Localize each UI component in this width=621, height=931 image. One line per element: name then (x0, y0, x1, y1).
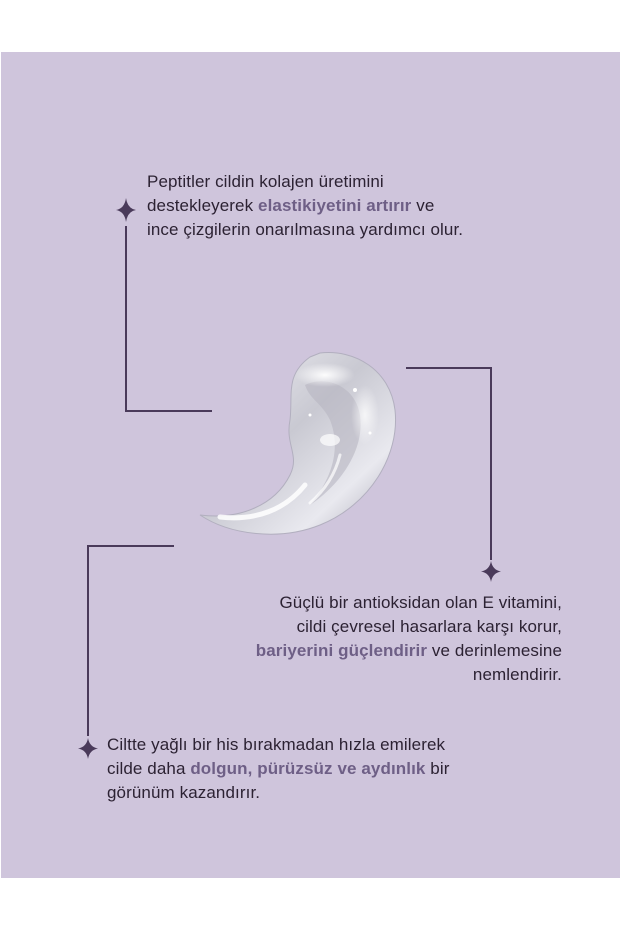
text-line: görünüm kazandırır. (107, 783, 261, 802)
absorption-benefit-text (107, 733, 547, 805)
peptide-benefit-text (147, 170, 567, 242)
text-line (150, 639, 562, 663)
highlight-elasticity: elastikiyetini artırır (258, 196, 412, 215)
text-line: ince çizgilerin onarılmasına yardımcı olur. (147, 220, 464, 239)
highlight-plump-smooth-bright: dolgun, pürüzsüz ve aydınlık (190, 759, 426, 778)
serum-gel-swatch (190, 345, 410, 545)
text-segment: destekleyerek (147, 196, 259, 215)
text-line: Güçlü bir antioksidan olan E vitamini, (279, 593, 562, 612)
text-line: cildi çevresel hasarlara karşı korur, (296, 617, 562, 636)
connector-line-right (406, 368, 491, 560)
sparkle-icon-right (481, 561, 501, 582)
highlight-barrier: bariyerini güçlendirir (255, 641, 428, 660)
text-segment: bir (425, 759, 450, 778)
text-segment: ve derinlemesine (427, 641, 562, 660)
text-segment: cilde daha (107, 759, 191, 778)
text-line: Peptitler cildin kolajen üretimini (147, 172, 384, 191)
sparkle-icon-bottom-left (78, 738, 98, 759)
text-line (147, 194, 567, 218)
text-line: nemlendirir. (472, 665, 562, 684)
text-segment: ve (411, 196, 435, 215)
text-line (107, 757, 547, 781)
sparkle-icon-top-left (116, 198, 136, 222)
vitamin-e-benefit-text (150, 591, 562, 687)
text-line: Ciltte yağlı bir his bırakmadan hızla emilerek (107, 735, 446, 754)
